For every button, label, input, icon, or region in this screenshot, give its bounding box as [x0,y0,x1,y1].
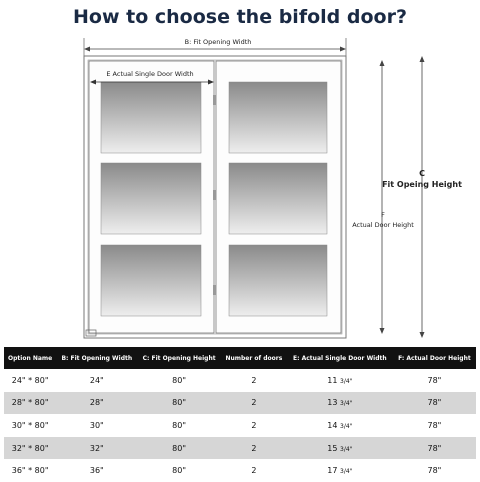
e-width-cell [287,414,393,437]
c-height-cell: 80" [137,437,221,460]
size-options-table [4,347,476,482]
b-width-cell: 30" [56,414,137,437]
option-cell: 36" * 80" [4,459,56,482]
column-header: C: Fit Opening Height [137,347,221,369]
e-width-fraction: 3/4" [340,377,353,385]
table-row [4,414,476,437]
column-header: Option Name [4,347,56,369]
f-height-cell: 78" [393,392,476,415]
e-width-whole: 14 [327,420,338,430]
table-row [4,459,476,482]
table-row [4,392,476,415]
f-height-dimension [380,60,385,334]
b-width-cell: 36" [56,459,137,482]
e-width-whole: 15 [327,443,338,453]
e-width-label: E Actual Single Door Width [106,70,194,78]
c-height-dimension [420,56,425,338]
e-width-fraction: 3/4" [340,422,353,430]
e-width-whole: 17 [327,466,338,476]
c-letter-label: C [419,169,425,178]
door-count-cell: 2 [221,459,287,482]
e-width-whole: 11 [327,375,338,385]
door-count-cell: 2 [221,414,287,437]
b-width-label: B: Fit Opening Width [184,38,252,46]
option-cell: 30" * 80" [4,414,56,437]
table-row [4,437,476,460]
e-width-fraction: 3/4" [340,400,353,408]
c-height-cell: 80" [137,459,221,482]
e-width-fraction: 3/4" [340,445,353,453]
e-width-cell [287,459,393,482]
e-width-cell [287,437,393,460]
right-door-panel [216,61,341,333]
b-width-cell: 24" [56,369,137,392]
f-height-cell: 78" [393,459,476,482]
e-width-cell [287,392,393,415]
f-height-cell: 78" [393,369,476,392]
f-height-label: Actual Door Height [352,221,414,229]
door-count-cell: 2 [221,369,287,392]
b-width-cell: 28" [56,392,137,415]
option-cell: 24" * 80" [4,369,56,392]
f-height-cell: 78" [393,437,476,460]
option-cell: 28" * 80" [4,392,56,415]
door-count-cell: 2 [221,437,287,460]
option-cell: 32" * 80" [4,437,56,460]
f-height-cell: 78" [393,414,476,437]
column-header: E: Actual Single Door Width [287,347,393,369]
column-header: B: Fit Opening Width [56,347,137,369]
table-header-row [4,347,476,369]
page-title: How to choose the bifold door? [73,6,407,28]
e-width-cell [287,369,393,392]
e-width-fraction: 3/4" [340,468,353,476]
c-height-label: Fit Opeing Height [382,180,462,189]
e-width-whole: 13 [327,398,338,408]
table-row [4,369,476,392]
b-width-cell: 32" [56,437,137,460]
column-header: Number of doors [221,347,287,369]
c-height-cell: 80" [137,369,221,392]
c-height-cell: 80" [137,414,221,437]
door-count-cell: 2 [221,392,287,415]
left-door-panel [89,61,214,333]
c-height-cell: 80" [137,392,221,415]
f-letter-label: F [381,211,385,219]
column-header: F: Actual Door Height [393,347,476,369]
